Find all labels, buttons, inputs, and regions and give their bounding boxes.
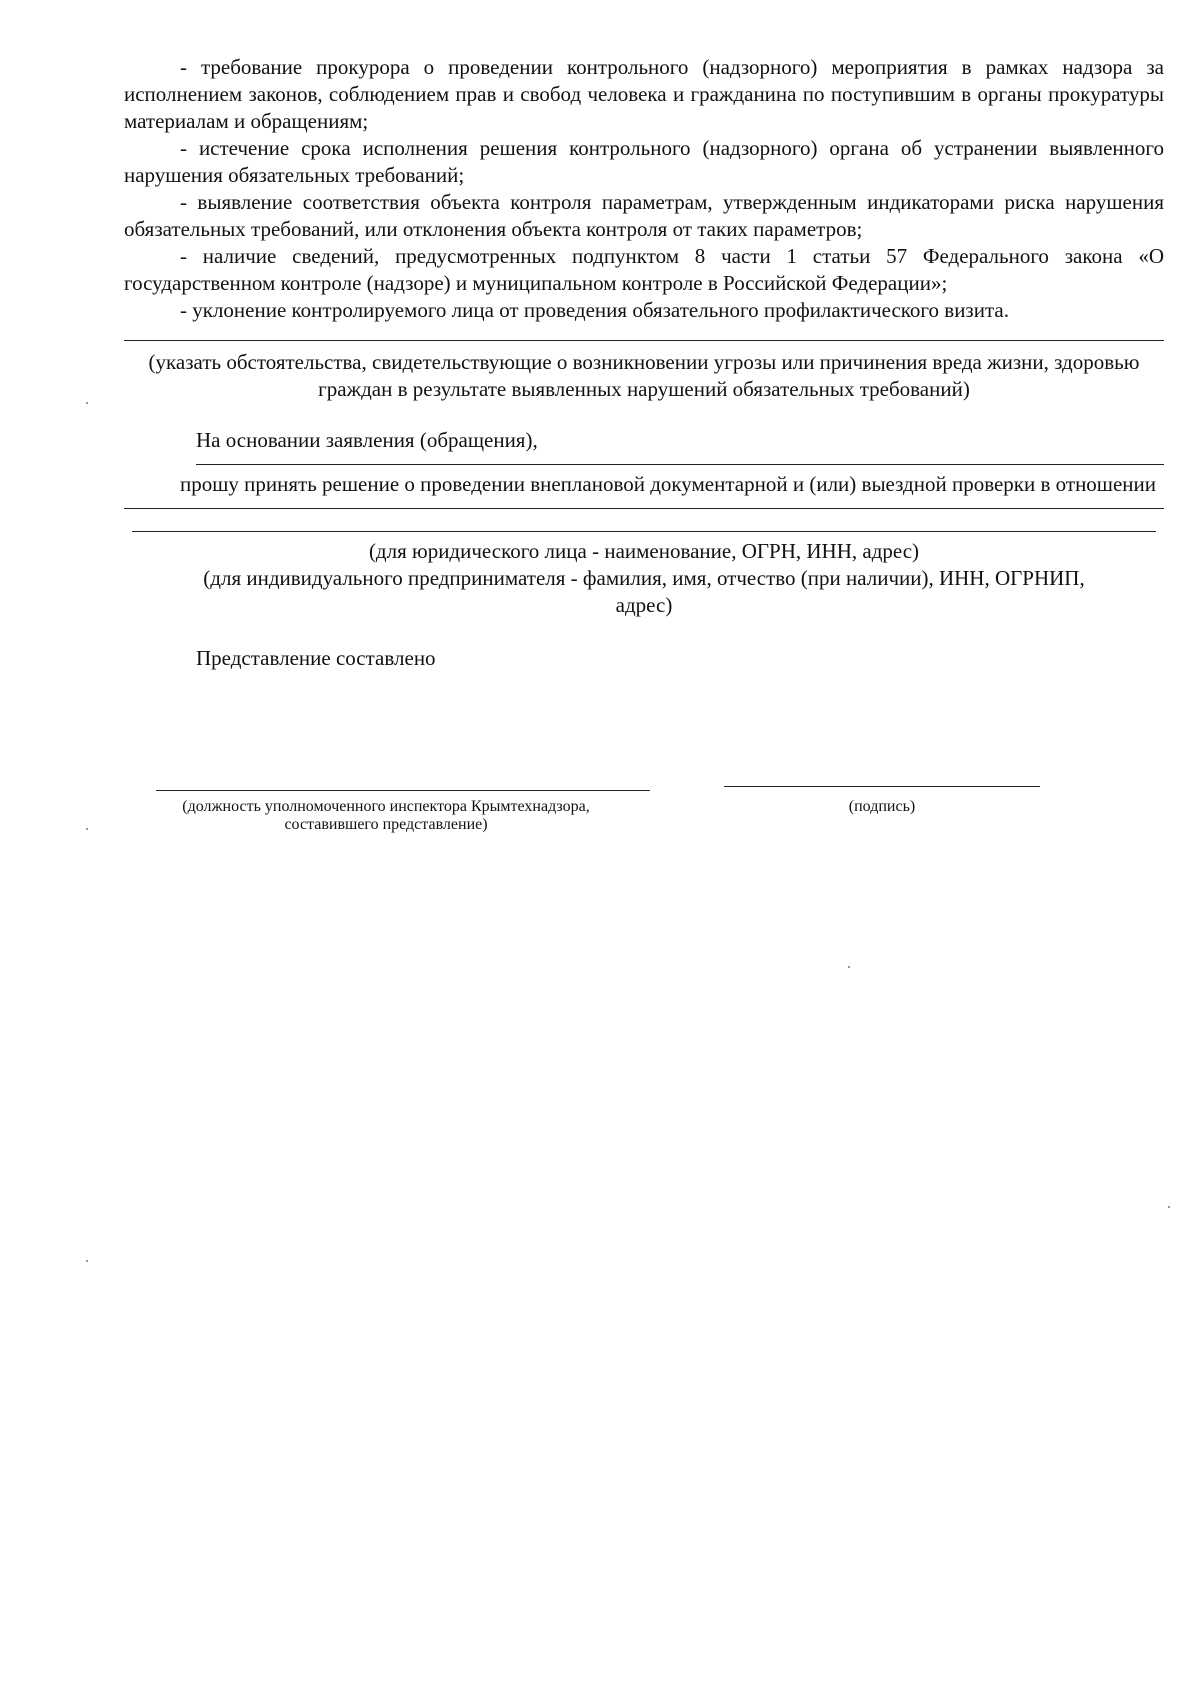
circumstances-fill-line — [124, 340, 1164, 341]
ground-item-2: - истечение срока исполнения решения контрольного (надзорного) органа об устранении выявленного нарушения обязательных требований; — [124, 136, 1164, 187]
ground-item-4: - наличие сведений, предусмотренных подпунктом 8 части 1 статьи 57 Федерального закона «О государственном контроле (надзоре) и муниципальном контроле в Российской Федерации»; — [124, 244, 1164, 295]
circumstances-caption: (указать обстоятельства, свидетельствующие о возникновении угрозы или причинения вреда жизни, здоровью граждан в результате выявленных нарушений обязательных требований) — [148, 350, 1140, 401]
signature-block — [124, 790, 1164, 880]
entity-caption-individual: (для индивидуального предпринимателя - фамилия, имя, отчество (при наличии), ИНН, ОГРНИП, адрес) — [203, 566, 1085, 617]
scan-speck — [1168, 1206, 1170, 1208]
entity-fill-line-1 — [124, 508, 1164, 509]
ground-item-3: - выявление соответствия объекта контроля параметрам, утвержденным индикаторами риска нарушения обязательных требований, или отклонения объекта контроля от таких параметров; — [124, 190, 1164, 241]
scan-speck — [86, 828, 88, 830]
position-fill-line — [156, 790, 650, 791]
compiled-label: Представление составлено — [196, 646, 436, 670]
basis-label: На основании заявления (обращения), — [196, 428, 538, 452]
signature-fill-line — [724, 786, 1040, 787]
ground-item-1: - требование прокурора о проведении контрольного (надзорного) мероприятия в рамках надзора за исполнением законов, соблюдением прав и свобод человека и гражданина по поступившим в органы прокуратуры материалам и обращениям; — [124, 55, 1164, 133]
scan-speck — [86, 1260, 88, 1262]
ground-item-5: - уклонение контролируемого лица от проведения обязательного профилактического визита. — [180, 298, 1009, 322]
document-page — [124, 54, 1164, 672]
position-caption: (должность уполномоченного инспектора Крымтехнадзора, составившего представление) — [182, 798, 590, 833]
basis-fill-line — [196, 464, 1164, 465]
entity-caption-legal: (для юридического лица - наименование, ОГРН, ИНН, адрес) — [368, 539, 920, 563]
scan-speck — [848, 966, 850, 968]
scan-speck — [86, 402, 88, 404]
request-text: прошу принять решение о проведении внеплановой документарной и (или) выездной проверки в отношении — [180, 472, 1157, 496]
signature-caption: (подпись) — [848, 798, 916, 815]
entity-fill-line-2 — [132, 531, 1156, 532]
